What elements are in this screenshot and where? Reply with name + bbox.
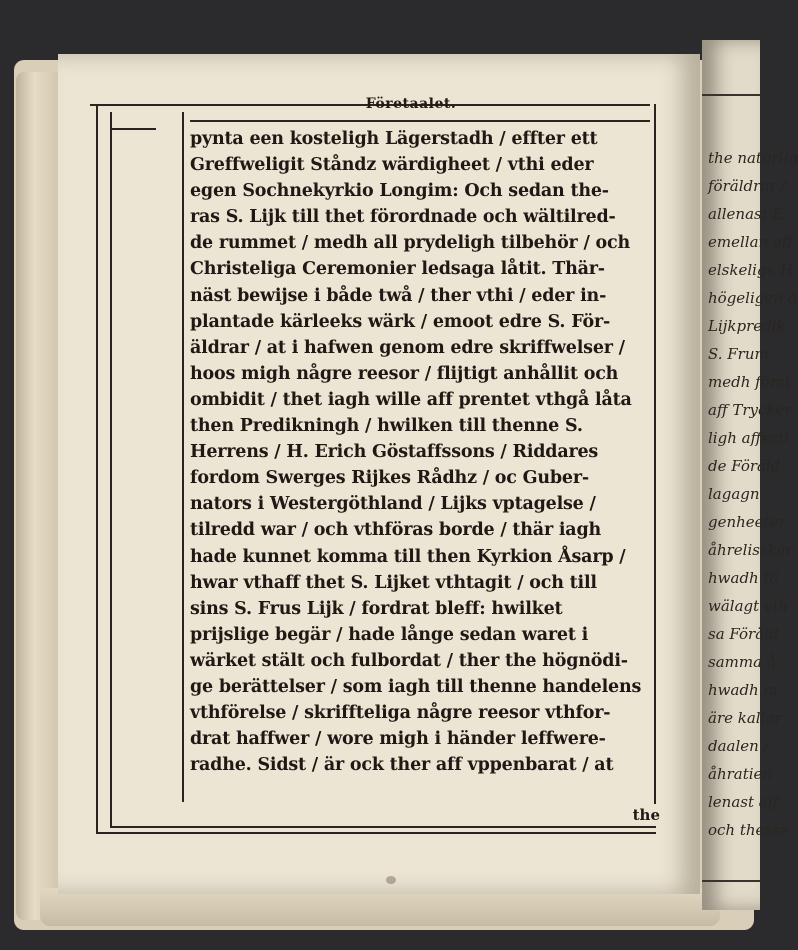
- facing-line: aff Trycker: [708, 401, 792, 419]
- bottom-outer-rule: [96, 832, 656, 834]
- facing-line: åhrelisskar: [708, 541, 793, 559]
- margin-short-rule: [110, 128, 156, 130]
- facing-top-rule: [702, 94, 760, 96]
- facing-line: the naturlig: [708, 149, 798, 167]
- facing-line: allenast E.: [708, 205, 789, 223]
- text-line: hade kunnet komma till then Kyrkion Åsarp /: [190, 546, 626, 567]
- facing-line: hwadh tä: [708, 569, 779, 587]
- facing-line: äre kallar: [708, 709, 782, 727]
- text-line: Herrens / H. Erich Göstaffssons / Riddares: [190, 442, 599, 463]
- ink-smudge: [386, 876, 396, 884]
- text-line: de rummet / medh all prydeligh tilbehör / och: [190, 233, 631, 254]
- text-line: egen Sochnekyrkio Longim: Och sedan the-: [190, 181, 609, 202]
- text-line: pynta een kosteligh Lägerstadh / effter ett: [190, 129, 598, 149]
- bottom-inner-rule: [110, 826, 656, 828]
- header-underline: [190, 120, 650, 122]
- body-text: [190, 126, 650, 806]
- facing-line: wälagt vth: [708, 597, 789, 615]
- facing-page: [702, 40, 798, 910]
- text-line: nators i Westergöthland / Lijks vptagelse /: [190, 494, 596, 515]
- text-line: hoos migh någre reesor / flijtigt anhållit och: [190, 363, 619, 384]
- facing-line: ligh affecti: [708, 429, 790, 447]
- facing-line: S. Frum: [708, 345, 769, 363]
- text-line: vthförelse / skriffteliga någre reesor vthfor-: [190, 703, 611, 724]
- catchword: the: [632, 806, 660, 824]
- page-stack-left-edge: [16, 72, 62, 920]
- running-title: Företaalet.: [365, 96, 457, 112]
- text-line: prijslige begär / hade långe sedan waret i: [190, 624, 589, 645]
- text-line: tilredd war / och vthföras borde / thär iagh: [190, 520, 602, 541]
- text-line: then Predikningh / hwilken till thenne S.: [190, 416, 583, 437]
- facing-line: sa Föräld: [708, 625, 779, 643]
- text-line: äldrar / at i hafwen genom edre skriffwelser /: [190, 337, 625, 358]
- text-line: drat haffwer / wore migh i händer leffwere-: [190, 729, 606, 750]
- text-line: fordom Swerges Rijkes Rådhz / oc Guber-: [190, 468, 589, 489]
- text-line: Christeliga Ceremonier ledsaga låtit. Thär-: [190, 259, 605, 280]
- facing-bottom-rule: [702, 880, 760, 882]
- facing-line: lagagn:: [708, 485, 765, 503]
- text-line: ge berättelser / som iagh till thenne handelens: [190, 676, 642, 697]
- text-line: radhe. Sidst / är ock ther aff vppenbarat / at: [190, 755, 614, 776]
- text-line: sins S. Frus Lijk / fordrat bleff: hwilket: [190, 598, 563, 619]
- facing-line: åhratien: [708, 765, 773, 783]
- text-line: näst bewijse i både twå / ther vthi / eder in-: [190, 285, 607, 306]
- facing-line: genheeter: [708, 513, 786, 531]
- left-outer-rule: [96, 104, 98, 834]
- facing-line: Lijkpredik: [708, 317, 786, 335]
- left-inner-rule: [110, 112, 112, 828]
- text-line: wärket stält och fulbordat / ther the högnödi-: [190, 650, 628, 671]
- text-line: Greffweligit Ståndz wärdigheet / vthi eder: [190, 155, 594, 176]
- facing-line: lenast aff: [708, 793, 779, 811]
- right-rule: [654, 104, 656, 804]
- facing-line: samma å: [708, 653, 776, 671]
- text-column-rule: [182, 112, 184, 802]
- facing-line: föräldrar /: [708, 177, 787, 195]
- facing-line: daalen /: [708, 737, 769, 755]
- facing-line: högeligen ä: [708, 289, 797, 307]
- facing-line: emellan aff: [708, 233, 793, 251]
- facing-text: [702, 144, 798, 844]
- facing-line: hwadh m: [708, 681, 778, 699]
- facing-line: elskelige H: [708, 261, 794, 279]
- facing-line: och thesse: [708, 821, 789, 839]
- text-line: ombidit / thet iagh wille aff prentet vthgå låta: [190, 389, 632, 410]
- facing-line: de Föräld: [708, 457, 781, 475]
- facing-line: medh först: [708, 373, 791, 391]
- text-line: plantade kärleeks wärk / emoot edre S. För-: [190, 311, 611, 332]
- text-line: hwar vthaff thet S. Lijket vthtagit / och till: [190, 572, 597, 593]
- text-line: ras S. Lijk till thet förordnade och wältilred-: [190, 207, 616, 228]
